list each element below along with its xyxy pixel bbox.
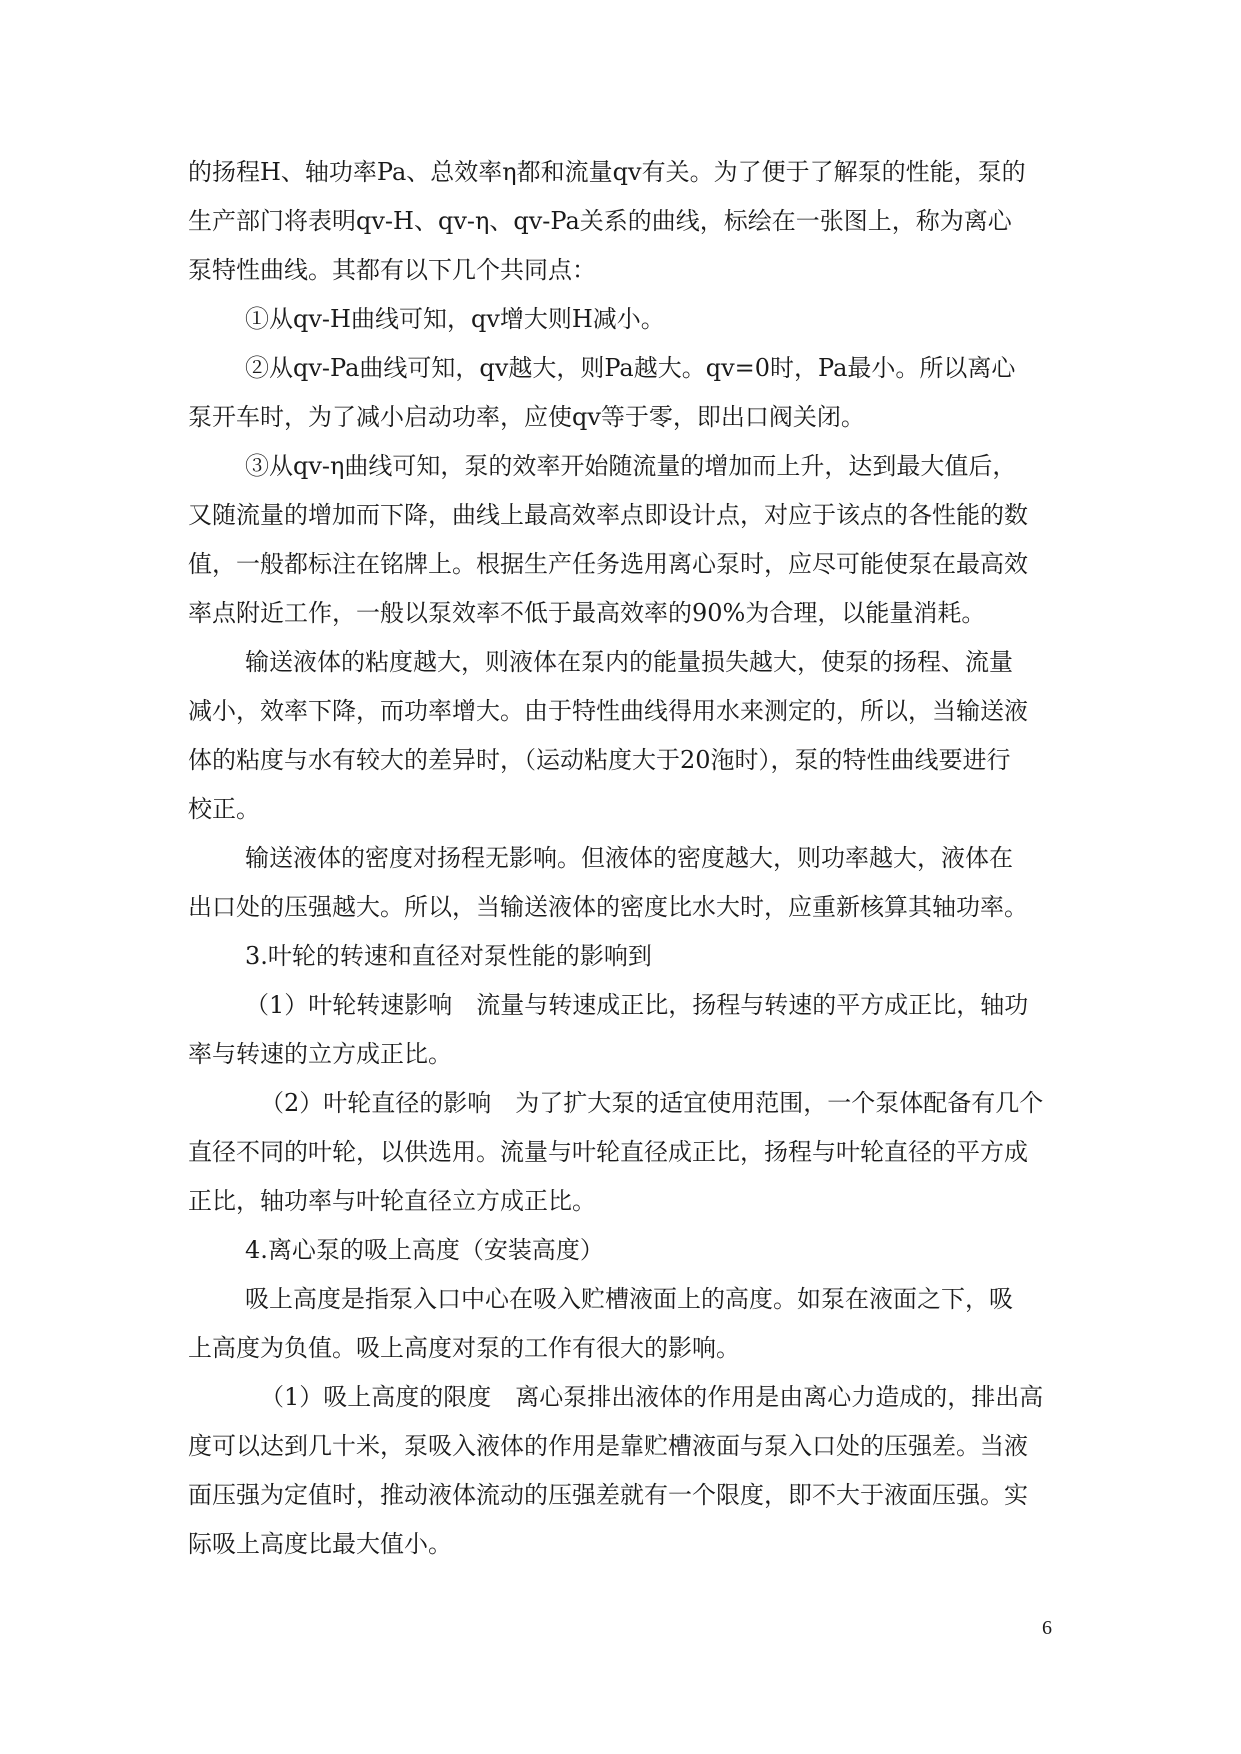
text-line: 上高度为负值。吸上高度对泵的工作有很大的影响。 (188, 1334, 740, 1362)
text-line: （1）吸上高度的限度 离心泵排出液体的作用是由离心力造成的，排出高 (260, 1383, 1044, 1411)
text-line: 泵开车时，为了减小启动功率，应使qv等于零，即出口阀关闭。 (188, 403, 865, 431)
text-line: 输送液体的粘度越大，则液体在泵内的能量损失越大，使泵的扬程、流量 (245, 648, 1013, 676)
text-line: 值，一般都标注在铭牌上。根据生产任务选用离心泵时，应尽可能使泵在最高效 (188, 550, 1028, 578)
text-line: ③从qv-η曲线可知，泵的效率开始随流量的增加而上升，达到最大值后， (245, 452, 1017, 480)
text-line: 面压强为定值时，推动液体流动的压强差就有一个限度，即不大于液面压强。实 (188, 1481, 1028, 1509)
text-line: 输送液体的密度对扬程无影响。但液体的密度越大，则功率越大，液体在 (245, 844, 1013, 872)
text-line: 生产部门将表明qv-H、qv-η、qv-Pa关系的曲线，标绘在一张图上，称为离心 (188, 207, 1012, 235)
text-line: 率点附近工作，一般以泵效率不低于最高效率的90%为合理，以能量消耗。 (188, 599, 986, 627)
text-line: 率与转速的立方成正比。 (188, 1040, 452, 1068)
text-line: 体的粘度与水有较大的差异时，（运动粘度大于20沲时），泵的特性曲线要进行 (188, 746, 1011, 774)
text-line: 减小，效率下降，而功率增大。由于特性曲线得用水来测定的，所以，当输送液 (188, 697, 1028, 725)
text-line: 又随流量的增加而下降，曲线上最高效率点即设计点，对应于该点的各性能的数 (188, 501, 1028, 529)
text-line: 吸上高度是指泵入口中心在吸入贮槽液面上的高度。如泵在液面之下，吸 (245, 1285, 1013, 1313)
text-line: 度可以达到几十米，泵吸入液体的作用是靠贮槽液面与泵入口处的压强差。当液 (188, 1432, 1028, 1460)
text-line: 直径不同的叶轮，以供选用。流量与叶轮直径成正比，扬程与叶轮直径的平方成 (188, 1138, 1028, 1166)
text-line: ②从qv-Pa曲线可知，qv越大，则Pa越大。qv=0时，Pa最小。所以离心 (245, 354, 1016, 382)
page-number: 6 (1042, 1617, 1052, 1639)
text-line: 泵特性曲线。其都有以下几个共同点： (188, 256, 596, 284)
text-line: 校正。 (188, 795, 260, 823)
text-line: 出口处的压强越大。所以，当输送液体的密度比水大时，应重新核算其轴功率。 (188, 893, 1028, 921)
section-heading: 3.叶轮的转速和直径对泵性能的影响到 (245, 942, 652, 970)
text-line: ①从qv-H曲线可知，qv增大则H减小。 (245, 305, 665, 333)
section-heading: 4.离心泵的吸上高度（安装高度） (245, 1236, 604, 1264)
text-line: （2）叶轮直径的影响 为了扩大泵的适宜使用范围，一个泵体配备有几个 (260, 1089, 1044, 1117)
text-line: 正比，轴功率与叶轮直径立方成正比。 (188, 1187, 596, 1215)
text-line: 的扬程H、轴功率Pa、总效率η都和流量qv有关。为了便于了解泵的性能，泵的 (188, 158, 1026, 186)
text-line: （1）叶轮转速影响 流量与转速成正比，扬程与转速的平方成正比，轴功 (245, 991, 1029, 1019)
text-line: 际吸上高度比最大值小。 (188, 1530, 452, 1558)
